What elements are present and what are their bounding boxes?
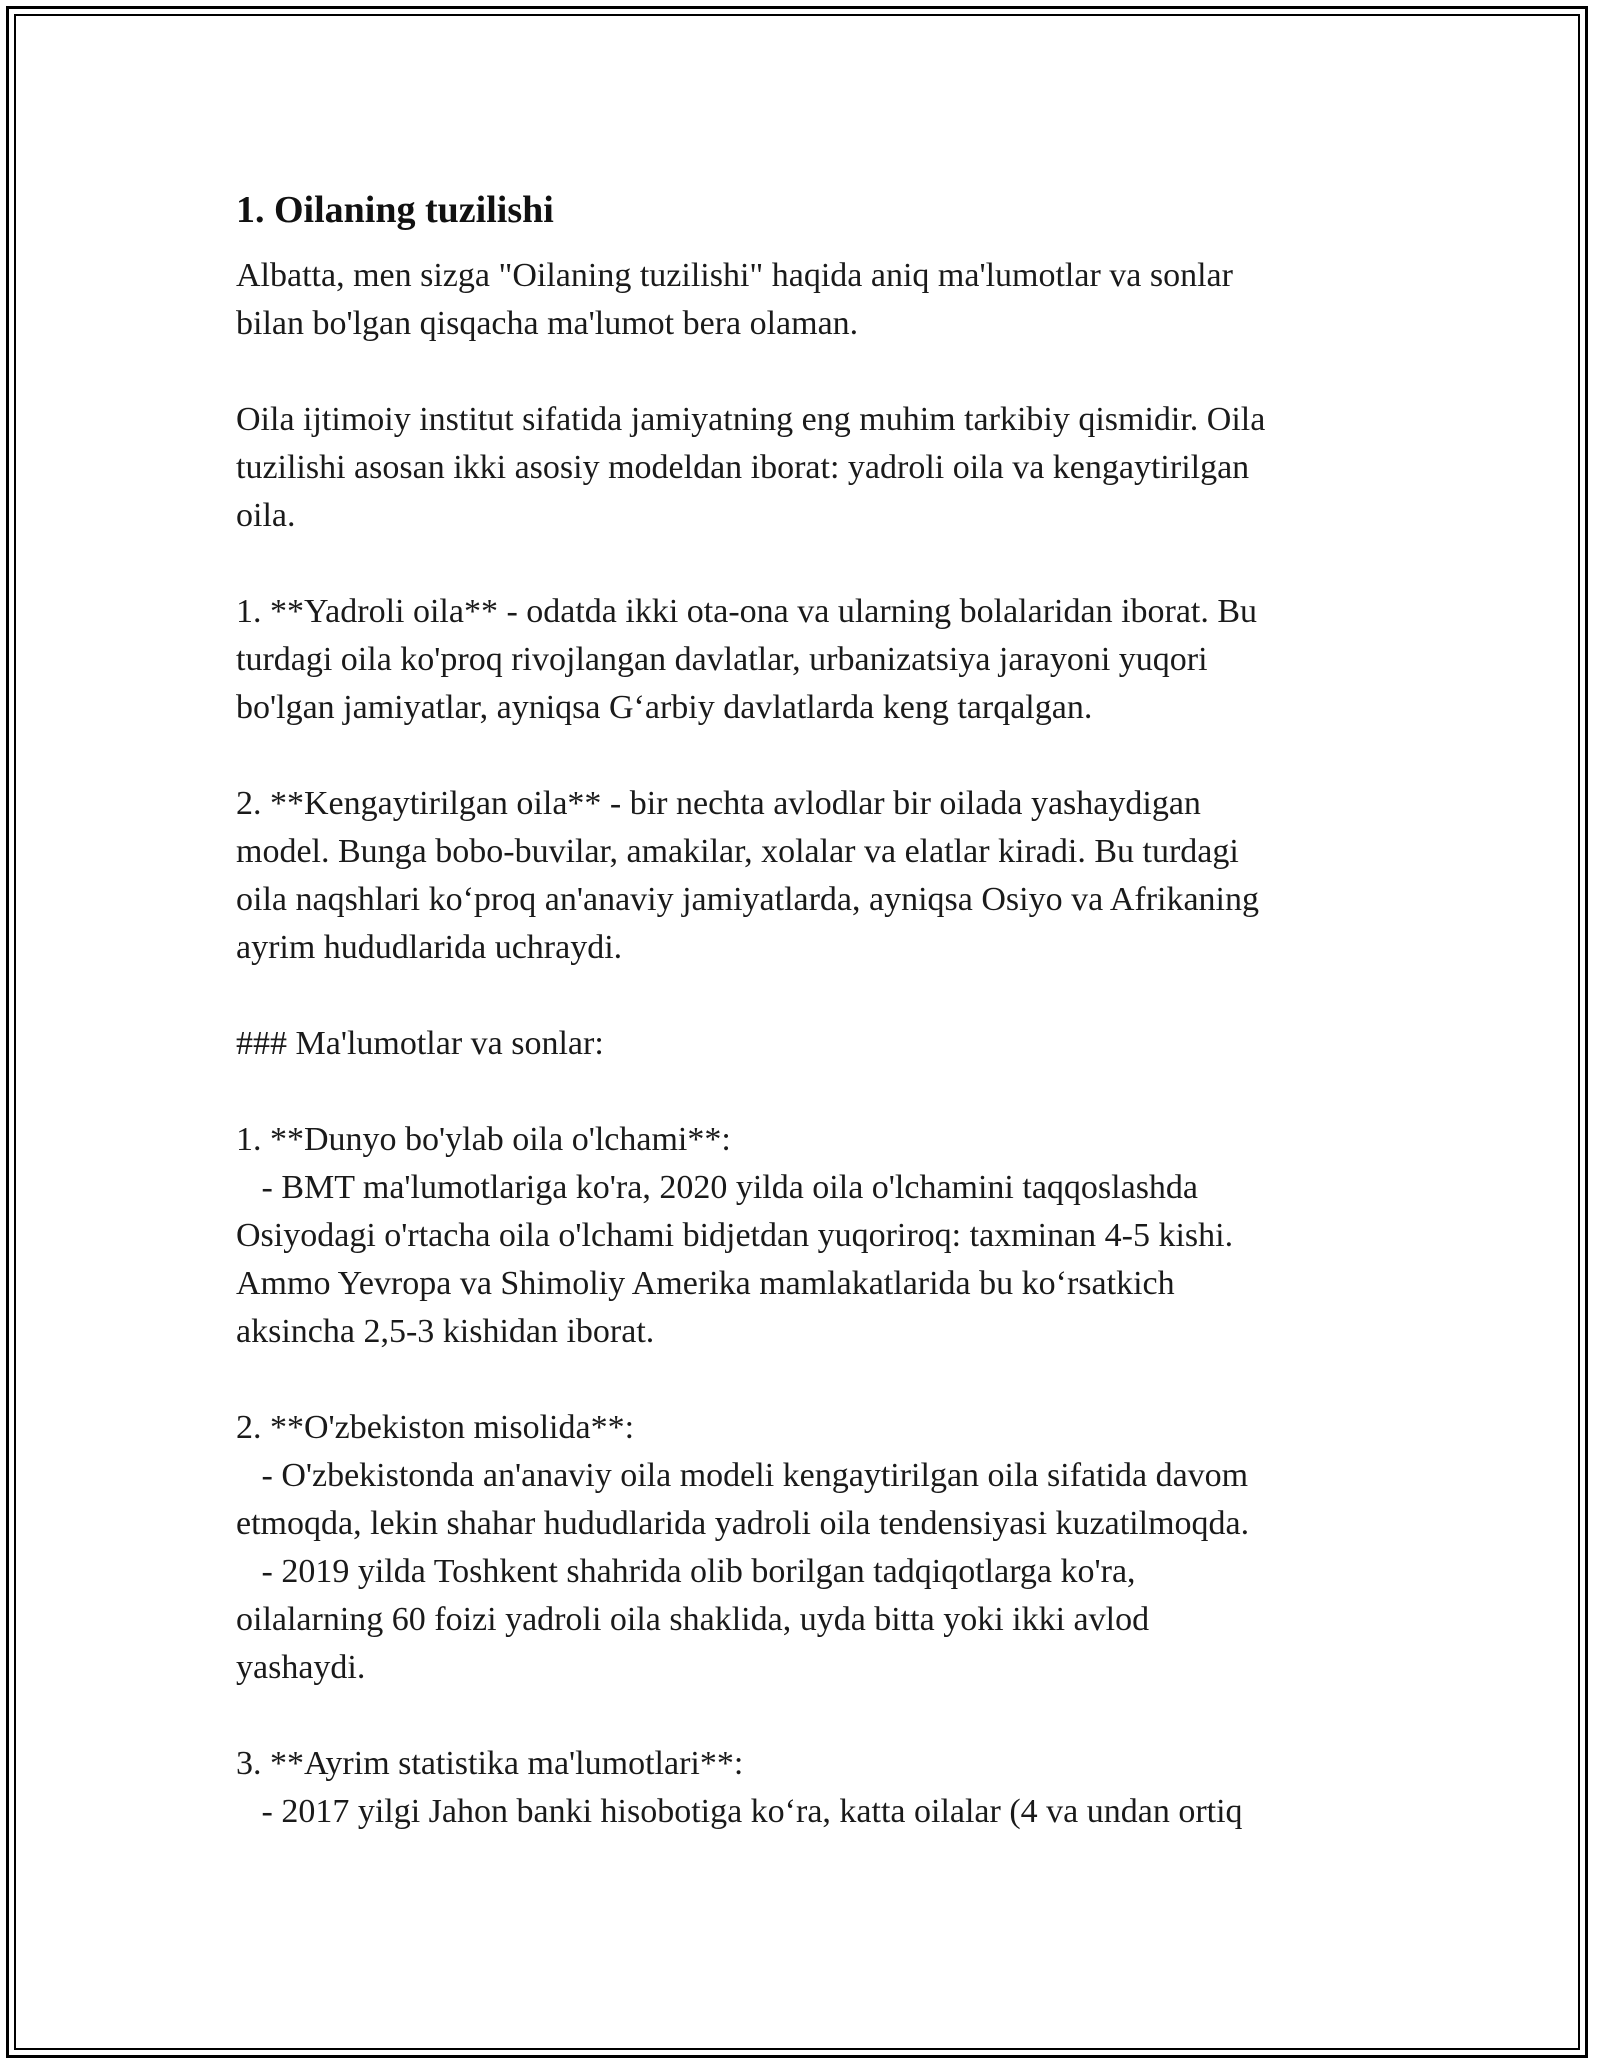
data-subheading: ### Ma'lumotlar va sonlar: <box>236 1025 604 1062</box>
paragraph-gap <box>236 732 1376 780</box>
paragraph-gap <box>236 1692 1376 1740</box>
paragraph-gap <box>236 348 1376 396</box>
extended-family-paragraph: 2. **Kengaytirilgan oila** - bir nechta avlodlar bir oilada yashaydigan model. Bunga bobo-buvilar, amakilar, xolalar va elatlar kiradi. Bu turdagi oila naqshlari ko‘proq an'anaviy jamiyatlarda, ayniqsa Osiyo va Afrikaning ayrim hududlarida uchraydi. <box>236 785 1260 966</box>
paragraph-gap <box>236 1356 1376 1404</box>
world-family-size-paragraph: 1. **Dunyo bo'ylab oila o'lchami**: - BMT ma'lumotlariga ko'ra, 2020 yilda oila o'lchamini taqqoslashda Osiyodagi o'rtacha oila o'lchami bidjetdan yuqoriroq: taxminan 4-5 kishi. Ammo Yevropa va Shimoliy Amerika mamlakatlarida bu ko‘rsatkich aksincha 2,5-3 kishidan iborat. <box>236 1121 1234 1350</box>
intro-paragraph: Albatta, men sizga "Oilaning tuzilishi" haqida aniq ma'lumotlar va sonlar bilan bo'lgan qisqacha ma'lumot bera olaman. <box>236 257 1233 342</box>
paragraph-gap <box>236 540 1376 588</box>
document-body <box>236 186 1376 1836</box>
statistics-paragraph: 3. **Ayrim statistika ma'lumotlari**: - 2017 yilgi Jahon banki hisobotiga ko‘ra, katta oilalar (4 va undan ortiq <box>236 1745 1243 1830</box>
uzbekistan-example-paragraph: 2. **O'zbekiston misolida**: - O'zbekistonda an'anaviy oila modeli kengaytirilgan oila sifatida davom etmoqda, lekin shahar hududlarida yadroli oila tendensiyasi kuzatilmoqda. - 2019 yilda Toshkent shahrida olib borilgan tadqiqotlarga ko'ra, oilalarning 60 foizi yadroli oila shaklida, uyda bitta yoki ikki avlod yashaydi. <box>236 1409 1250 1686</box>
family-definition-paragraph: Oila ijtimoiy institut sifatida jamiyatning eng muhim tarkibiy qismidir. Oila tuzilishi asosan ikki asosiy modeldan iborat: yadroli oila va kengaytirilgan oila. <box>236 401 1266 534</box>
paragraph-gap <box>236 972 1376 1020</box>
paragraph-gap <box>236 1068 1376 1116</box>
nuclear-family-paragraph: 1. **Yadroli oila** - odatda ikki ota-ona va ularning bolalaridan iborat. Bu turdagi oila ko'proq rivojlangan davlatlar, urbanizatsiya jarayoni yuqori bo'lgan jamiyatlar, ayniqsa G‘arbiy davlatlarda keng tarqalgan. <box>236 593 1258 726</box>
section-heading: 1. Oilaning tuzilishi <box>236 189 554 231</box>
